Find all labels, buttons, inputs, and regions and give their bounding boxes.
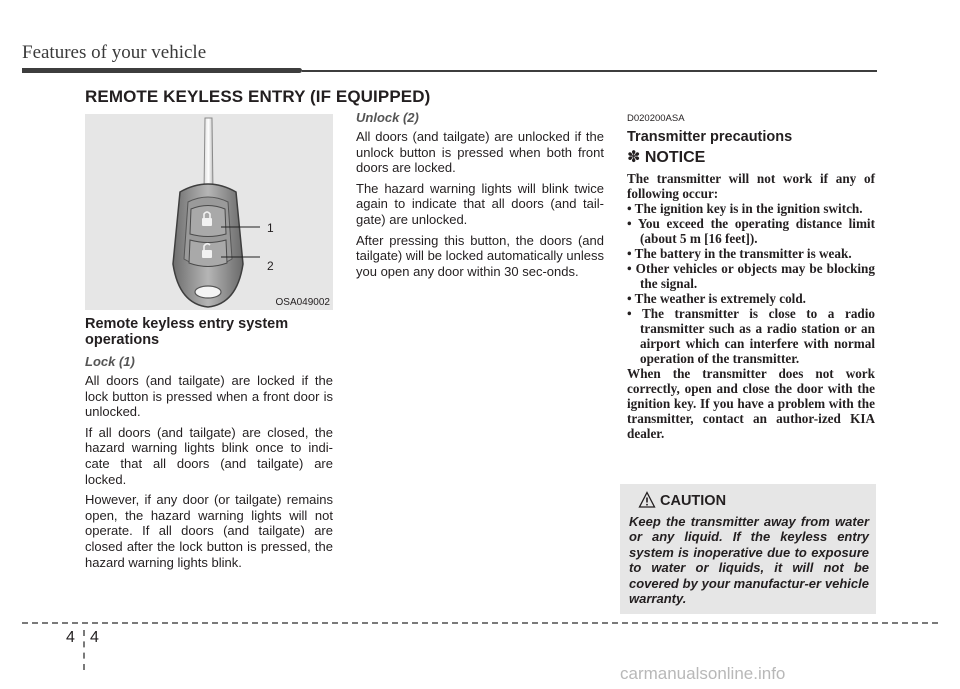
unlock-paragraph-1: All doors (and tailgate) are unlocked if the unlock button is pressed when both front doors are locked.	[356, 129, 604, 176]
column-precautions	[627, 111, 875, 441]
callout-1: 1	[267, 221, 274, 235]
page-number: 4	[90, 629, 99, 646]
header-bar	[22, 68, 302, 73]
figure-code: OSA049002	[275, 297, 330, 308]
column-unlock	[356, 110, 604, 284]
list-item: • The weather is extremely cold.	[627, 290, 806, 306]
callout-2: 2	[267, 259, 274, 273]
lock-subheading: Lock (1)	[85, 354, 135, 369]
list-item: • The transmitter is close to a radio transmitter such as a radio station or an airport which can interfere with normal operation of the transmitter.	[627, 305, 875, 366]
footer-divider	[83, 630, 85, 670]
key-fob-figure	[85, 114, 333, 310]
list-item: • The ignition key is in the ignition switch.	[627, 200, 863, 216]
watermark: carmanualsonline.info	[620, 664, 786, 683]
list-item: • You exceed the operating distance limit (about 5 m [16 feet]).	[627, 215, 875, 246]
caution-title: CAUTION	[660, 493, 727, 509]
lock-paragraph-1: All doors (and tailgate) are locked if the lock button is pressed when a front door is unlocked.	[85, 373, 333, 420]
footer-rule	[22, 622, 938, 624]
notice-outro: When the transmitter does not work correctly, open and close the door with the ignition key. If you have a problem with the transmitter, contact an author-ized KIA dealer.	[627, 365, 875, 441]
precautions-title: Transmitter precautions	[627, 128, 793, 145]
notice-intro: The transmitter will not work if any of following occur:	[627, 170, 875, 201]
caution-text: Keep the transmitter away from water or any liquid. If the keyless entry system is inoperative due to exposure to water or liquids, it will not be covered by your manufactur-er vehicle warranty.	[629, 514, 869, 607]
header-rule	[302, 70, 877, 72]
section-code: D020200ASA	[627, 113, 685, 124]
list-item: • The battery in the transmitter is weak.	[627, 245, 852, 261]
chapter-number: 4	[66, 629, 75, 646]
notice-heading: ✽ NOTICE	[627, 149, 706, 167]
warning-triangle-icon	[638, 491, 656, 509]
key-fob-illustration	[85, 114, 333, 310]
notice-body	[627, 171, 875, 441]
list-item: • Other vehicles or objects may be blocking the signal.	[627, 260, 875, 291]
lock-paragraph-2: If all doors (and tailgate) are closed, the hazard warning lights blink once to indi-cate that all doors (and tailgate) are locked.	[85, 424, 333, 487]
unlock-paragraph-2: The hazard warning lights will blink twice again to indicate that all doors (and tail-gate) are unlocked.	[356, 180, 604, 227]
unlock-paragraph-3: After pressing this button, the doors (and tailgate) will be locked automatically unless you open any door within 30 sec-onds.	[356, 232, 604, 279]
caution-box	[620, 484, 876, 614]
column-operations	[85, 316, 333, 575]
lock-paragraph-3: However, if any door (or tailgate) remains open, the hazard warning lights will not operate. If all doors (and tailgate) are closed after the lock button is pressed, the hazard warning lights blink.	[85, 492, 333, 570]
unlock-subheading: Unlock (2)	[356, 110, 419, 125]
chapter-header-title: Features of your vehicle	[22, 42, 207, 63]
notice-list	[627, 201, 875, 366]
operations-heading: Remote keyless entry system operations	[85, 316, 289, 348]
section-title: REMOTE KEYLESS ENTRY (IF EQUIPPED)	[85, 87, 431, 106]
